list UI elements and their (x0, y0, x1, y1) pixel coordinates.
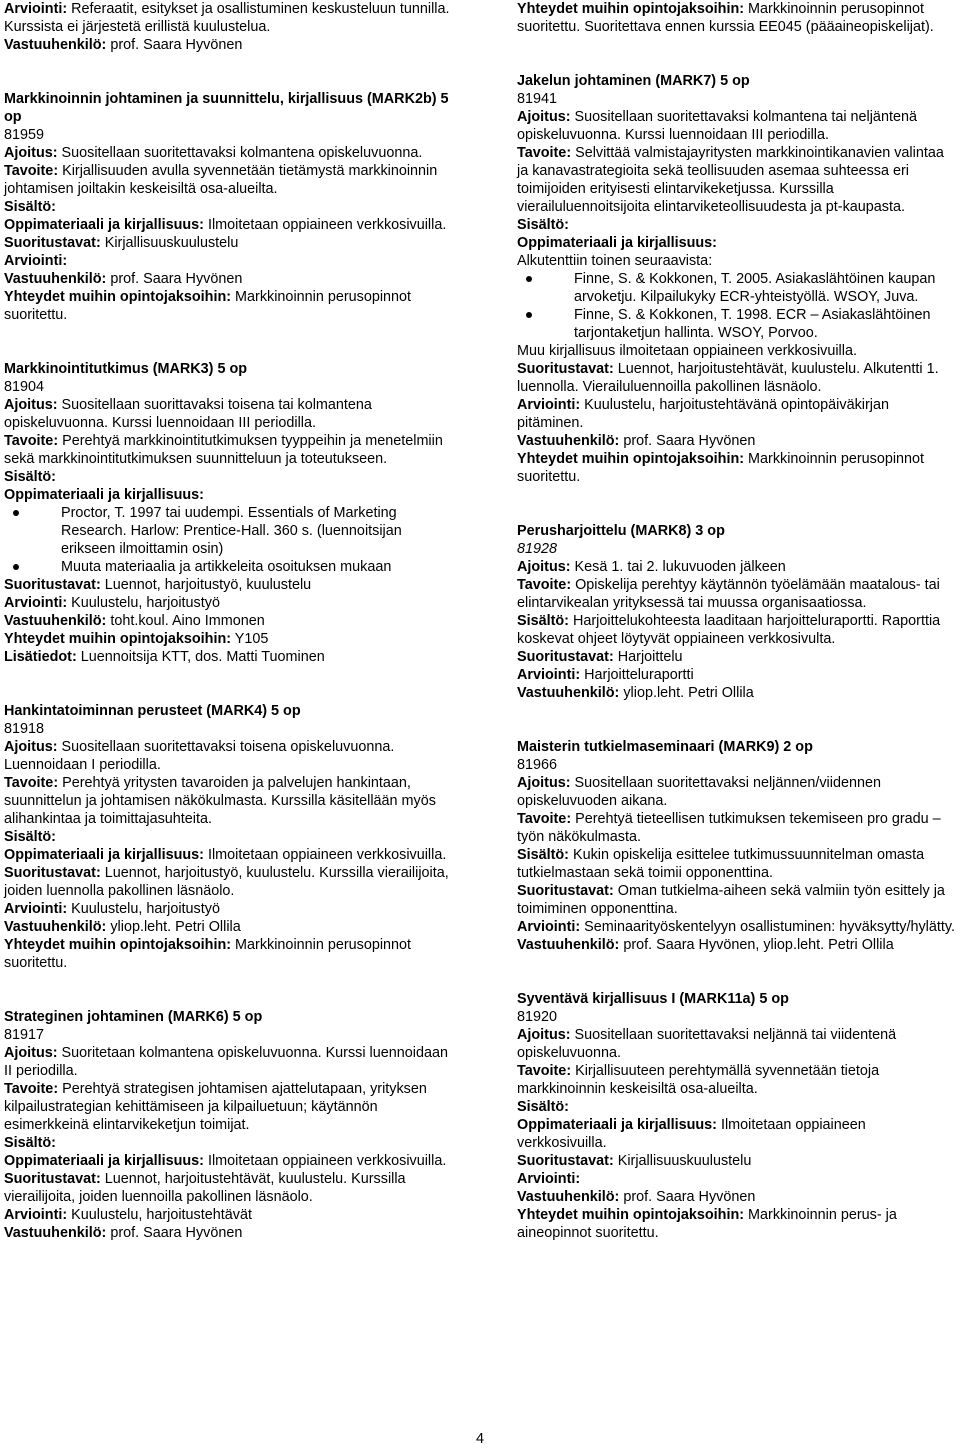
field-label: Vastuuhenkilö: (517, 433, 620, 449)
course-title: Syventävä kirjallisuus I (MARK11a) 5 op (517, 991, 789, 1007)
suoritustavat-line (4, 234, 456, 252)
course-code: 81904 (4, 379, 45, 395)
course-block (517, 990, 957, 1242)
arviointi-line (517, 396, 957, 432)
field-value: yliop.leht. Petri Ollila (106, 919, 241, 935)
field-label: Oppimateriaali ja kirjallisuus: (4, 1153, 204, 1169)
field-label: Sisältö: (517, 217, 569, 233)
course-title: Hankintatoiminnan perusteet (MARK4) 5 op (4, 703, 301, 719)
tavoite-line (517, 810, 957, 846)
list-item: Proctor, T. 1997 tai uudempi. Essentials of Marketing Research. Harlow: Prentice-Hall. 360 s. (luennoitsijan erikseen ilmoittamin osin) (4, 504, 456, 558)
field-value: Alkutenttiin toinen seuraavista: (517, 253, 713, 269)
field-label: Ajoitus: (4, 397, 58, 413)
field-value: Luennoitsija KTT, dos. Matti Tuominen (76, 649, 325, 665)
field-value: Perehtyä markkinointitutkimuksen tyyppeihin ja menetelmiin sekä markkinointitutkimuksen suunnitteluun ja toteutukseen. (4, 433, 443, 467)
course-block (4, 1008, 456, 1242)
field-value: Ilmoitetaan oppiaineen verkkosivuilla. (203, 847, 447, 863)
field-label: Sisältö: (517, 613, 569, 629)
tavoite-line (4, 1080, 456, 1134)
field-label: Yhteydet muihin opintojaksoihin: (4, 631, 232, 647)
course-block (517, 522, 957, 702)
field-value: Suositellaan suoritettavaksi toisena opiskeluvuonna. Luennoidaan I periodilla. (4, 739, 395, 773)
suoritustavat-line (517, 360, 957, 396)
arviointi-line (4, 594, 456, 612)
field-value: Suoritetaan kolmantena opiskeluvuonna. Kurssi luennoidaan II periodilla. (4, 1045, 448, 1079)
field-label: Lisätiedot: (4, 649, 77, 665)
field-value: toht.koul. Aino Immonen (106, 613, 265, 629)
vastuuhenkil-line (4, 1224, 456, 1242)
course-title: Perusharjoittelu (MARK8) 3 op (517, 523, 725, 539)
field-value: Kuulustelu, harjoitustyö (67, 901, 220, 917)
field-label: Suoritustavat: (517, 1153, 614, 1169)
field-label: Oppimateriaali ja kirjallisuus: (517, 1117, 717, 1133)
left-column (4, 0, 456, 1278)
oppimateriaali-ja-kirjallisuus-line (517, 1116, 957, 1152)
course-code: 81941 (517, 91, 558, 107)
field-label: Vastuuhenkilö: (4, 613, 107, 629)
field-value: Kirjallisuuden avulla syvennetään tietämystä markkinoinnin johtamisen joiltakin keskeisiltä osa-alueilta. (4, 163, 438, 197)
field-value: Perehtyä yritysten tavaroiden ja palvelujen hankintaan, suunnittelun ja johtamisen näkökulmasta. Kurssilla käsitellään myös alihankintaa ja toimittajasuhteita. (4, 775, 436, 827)
course-block (4, 360, 456, 666)
field-value: Y105 (231, 631, 269, 647)
field-label: Tavoite: (4, 163, 59, 179)
arviointi-line (517, 1170, 957, 1188)
literature-list (4, 504, 456, 576)
field-value: Ilmoitetaan oppiaineen verkkosivuilla. (517, 1117, 866, 1151)
field-value: Referaatit, esitykset ja osallistuminen keskusteluun tunnilla. Kurssista ei järjestetä erillistä kuulustelua. (4, 1, 450, 35)
field-label: Arviointi: (4, 901, 68, 917)
tavoite-line (517, 144, 957, 216)
tavoite-line (4, 432, 456, 468)
field-label: Tavoite: (517, 1063, 572, 1079)
course-block (517, 72, 957, 486)
field-value: Perehtyä strategisen johtamisen ajattelutapaan, yrityksen kilpailustrategian kehittämiseen ja kilpailuetuun; käytännön esimerkkeinä elintarvikeketjun toimijat. (4, 1081, 427, 1133)
field-label: Sisältö: (4, 469, 56, 485)
sis-lt-line (4, 828, 456, 846)
field-value: Markkinoinnin perus- ja aineopinnot suoritettu. (517, 1207, 897, 1241)
field-value: prof. Saara Hyvönen (106, 37, 243, 53)
sis-lt-line (517, 612, 957, 648)
field-label: Arviointi: (517, 667, 581, 683)
arviointi-line (4, 0, 456, 36)
field-value: Kuulustelu, harjoitustehtävänä opintopäiväkirjan pitäminen. (517, 397, 889, 431)
field-label: Arviointi: (4, 253, 68, 269)
literature-list (517, 270, 957, 342)
field-label: Suoritustavat: (517, 361, 614, 377)
tavoite-line (4, 162, 456, 198)
course-code: 81917 (4, 1027, 45, 1043)
field-label: Vastuuhenkilö: (4, 271, 107, 287)
field-value: Suositellaan suorittavaksi toisena tai kolmantena opiskeluvuonna. Kurssi luennoidaan III periodilla. (4, 397, 372, 431)
oppimateriaali-ja-kirjallisuus-line (4, 486, 456, 504)
field-label: Vastuuhenkilö: (4, 919, 107, 935)
field-value: Kukin opiskelija esittelee tutkimussuunnitelman omasta tutkielmastaan sekä toimii opponenttina. (517, 847, 925, 881)
field-label: Suoritustavat: (4, 1171, 101, 1187)
field-label: Yhteydet muihin opintojaksoihin: (517, 1, 745, 17)
field-value: Kirjallisuuskuulustelu (100, 235, 239, 251)
suoritustavat-line (517, 882, 957, 918)
field-label: Vastuuhenkilö: (4, 1225, 107, 1241)
course-title: Markkinointitutkimus (MARK3) 5 op (4, 361, 248, 377)
field-label: Arviointi: (517, 919, 581, 935)
field-label: Suoritustavat: (517, 649, 614, 665)
field-value: Ilmoitetaan oppiaineen verkkosivuilla. (203, 217, 447, 233)
yhteydet-muihin-opintojaksoihin-line (517, 1206, 957, 1242)
field-label: Arviointi: (4, 1207, 68, 1223)
field-value: Kirjallisuuteen perehtymällä syvennetään tietoja markkinoinnin keskeisiltä osa-alueilta. (517, 1063, 880, 1097)
vastuuhenkil-line (517, 432, 957, 450)
field-label: Tavoite: (4, 1081, 59, 1097)
sis-lt-line (517, 846, 957, 882)
field-value: Luennot, harjoitustehtävät, kuulustelu. Alkutentti 1. luennolla. Vierailuluennoilla pakollinen läsnäolo. (517, 361, 939, 395)
arviointi-line (4, 900, 456, 918)
suoritustavat-line (517, 648, 957, 666)
oppimateriaali-ja-kirjallisuus-line (4, 216, 456, 234)
field-value: Seminaarityöskentelyyn osallistuminen: hyväksytty/hylätty. (580, 919, 956, 935)
sis-lt-line (4, 198, 456, 216)
ajoitus-line (517, 1026, 957, 1062)
field-label: Yhteydet muihin opintojaksoihin: (517, 451, 745, 467)
yhteydet-muihin-opintojaksoihin-line (517, 0, 957, 36)
yhteydet-muihin-opintojaksoihin-line (4, 936, 456, 972)
course-code: 81928 (517, 541, 558, 557)
field-value: Kirjallisuuskuulustelu (613, 1153, 752, 1169)
field-label: Yhteydet muihin opintojaksoihin: (4, 937, 232, 953)
field-label: Ajoitus: (517, 559, 571, 575)
field-label: Ajoitus: (4, 145, 58, 161)
vastuuhenkil-line (4, 270, 456, 288)
page-number: 4 (475, 1431, 484, 1447)
yhteydet-muihin-opintojaksoihin-line (4, 630, 456, 648)
tavoite-line (4, 774, 456, 828)
field-value: Markkinoinnin perusopinnot suoritettu. (4, 289, 412, 323)
sis-lt-line (517, 1098, 957, 1116)
field-label: Sisältö: (517, 1099, 569, 1115)
ajoitus-line (4, 738, 456, 774)
field-value: Suositellaan suoritettavaksi neljännä tai viidentenä opiskeluvuonna. (517, 1027, 897, 1061)
tavoite-line (517, 1062, 957, 1098)
yhteydet-muihin-opintojaksoihin-line (517, 450, 957, 486)
field-label: Ajoitus: (4, 1045, 58, 1061)
field-label: Ajoitus: (4, 739, 58, 755)
field-value: Kesä 1. tai 2. lukuvuoden jälkeen (570, 559, 786, 575)
course-code: 81959 (4, 127, 45, 143)
field-label: Suoritustavat: (4, 235, 101, 251)
field-value: Luennot, harjoitustehtävät, kuulustelu. Kurssilla vierailijoita, joiden luennoilla pakollinen läsnäolo. (4, 1171, 406, 1205)
arviointi-line (517, 666, 957, 684)
course-block (4, 90, 456, 324)
vastuuhenkil-line (4, 612, 456, 630)
field-label: Arviointi: (4, 595, 68, 611)
course-title: Markkinoinnin johtaminen ja suunnittelu, kirjallisuus (MARK2b) 5 op (4, 91, 449, 125)
field-value: Ilmoitetaan oppiaineen verkkosivuilla. (203, 1153, 447, 1169)
arviointi-line (4, 1206, 456, 1224)
field-value: Harjoittelu (613, 649, 683, 665)
field-value: Markkinoinnin perusopinnot suoritettu. (4, 937, 412, 971)
field-value: Opiskelija perehtyy käytännön työelämään maatalous- tai elintarvikealan yrityksessä tai muussa organisaatiossa. (517, 577, 940, 611)
field-label: Sisältö: (4, 199, 56, 215)
ajoitus-line (4, 1044, 456, 1080)
course-block (517, 0, 957, 36)
field-label: Ajoitus: (517, 775, 571, 791)
course-title: Jakelun johtaminen (MARK7) 5 op (517, 73, 750, 89)
ajoitus-line (517, 108, 957, 144)
field-label: Sisältö: (4, 829, 56, 845)
vastuuhenkil-line (517, 684, 957, 702)
field-label: Suoritustavat: (4, 577, 101, 593)
field-label: Tavoite: (517, 811, 572, 827)
field-value: Kuulustelu, harjoitustyö (67, 595, 220, 611)
field-value: Suositellaan suoritettavaksi kolmantena tai neljäntenä opiskeluvuonna. Kurssi luennoidaan III periodilla. (517, 109, 917, 143)
field-label: Arviointi: (4, 1, 68, 17)
suoritustavat-line (517, 1152, 957, 1170)
field-value: Luennot, harjoitustyö, kuulustelu (100, 577, 312, 593)
field-label: Yhteydet muihin opintojaksoihin: (4, 289, 232, 305)
field-label: Vastuuhenkilö: (517, 685, 620, 701)
field-value: prof. Saara Hyvönen (619, 433, 756, 449)
field-value: Kuulustelu, harjoitustehtävät (67, 1207, 252, 1223)
right-column (517, 0, 957, 1278)
field-label: Sisältö: (517, 847, 569, 863)
oppimateriaali-ja-kirjallisuus-line (4, 846, 456, 864)
field-value: prof. Saara Hyvönen, yliop.leht. Petri Ollila (619, 937, 894, 953)
field-value: Muu kirjallisuus ilmoitetaan oppiaineen verkkosivuilla. (517, 343, 857, 359)
field-value: Markkinoinnin perusopinnot suoritettu. Suoritettava ennen kurssia EE045 (pääaineopiskelijat). (517, 1, 934, 35)
course-block (517, 738, 957, 954)
field-value: Harjoittelukohteesta laaditaan harjoitteluraportti. Raporttia koskevat ohjeet löytyvät oppiaineen verkkosivulta. (517, 613, 941, 647)
suoritustavat-line (4, 576, 456, 594)
list-item: Finne, S. & Kokkonen, T. 2005. Asiakaslähtöinen kaupan arvoketju. Kilpailukyky ECR-yhteistyöllä. WSOY, Juva. (517, 270, 957, 306)
field-label: Oppimateriaali ja kirjallisuus: (4, 217, 204, 233)
field-label: Yhteydet muihin opintojaksoihin: (517, 1207, 745, 1223)
field-label: Arviointi: (517, 397, 581, 413)
field-label: Tavoite: (4, 775, 59, 791)
text-line (517, 252, 957, 270)
field-label: Ajoitus: (517, 1027, 571, 1043)
field-label: Tavoite: (4, 433, 59, 449)
ajoitus-line (4, 396, 456, 432)
field-value: Markkinoinnin perusopinnot suoritettu. (517, 451, 925, 485)
field-value: prof. Saara Hyvönen (106, 271, 243, 287)
field-label: Vastuuhenkilö: (517, 1189, 620, 1205)
field-value: yliop.leht. Petri Ollila (619, 685, 754, 701)
field-label: Oppimateriaali ja kirjallisuus: (4, 487, 204, 503)
field-label: Vastuuhenkilö: (517, 937, 620, 953)
course-code: 81918 (4, 721, 45, 737)
field-value: Selvittää valmistajayritysten markkinointikanavien valintaa ja kanavastrategioita sekä teollisuuden asemaa suhteessa eri toimijoiden erityisesti elintarvikeketjussa. Kurssilla vierailuluennoitsijoita elintarviketeollisuudesta ja pt-kaupasta. (517, 145, 944, 215)
field-label: Sisältö: (4, 1135, 56, 1151)
oppimateriaali-ja-kirjallisuus-line (4, 1152, 456, 1170)
vastuuhenkil-line (517, 1188, 957, 1206)
field-label: Arviointi: (517, 1171, 581, 1187)
field-value: Luennot, harjoitustyö, kuulustelu. Kurssilla vierailijoita, joiden luennolla pakollinen läsnäolo. (4, 865, 449, 899)
text-line (517, 342, 957, 360)
arviointi-line (517, 918, 957, 936)
suoritustavat-line (4, 1170, 456, 1206)
vastuuhenkil-line (4, 918, 456, 936)
vastuuhenkil-line (4, 36, 456, 54)
list-item: Muuta materiaalia ja artikkeleita osoituksen mukaan (4, 558, 456, 576)
field-label: Tavoite: (517, 145, 572, 161)
course-title: Strateginen johtaminen (MARK6) 5 op (4, 1009, 263, 1025)
field-value: Perehtyä tieteellisen tutkimuksen tekemiseen pro gradu –työn näkökulmasta. (517, 811, 941, 845)
field-value: Oman tutkielma-aiheen sekä valmiin työn esittely ja toimiminen opponenttina. (517, 883, 945, 917)
vastuuhenkil-line (517, 936, 957, 954)
field-label: Suoritustavat: (517, 883, 614, 899)
field-value: Harjoitteluraportti (580, 667, 694, 683)
field-value: prof. Saara Hyvönen (619, 1189, 756, 1205)
sis-lt-line (4, 468, 456, 486)
field-label: Oppimateriaali ja kirjallisuus: (517, 235, 717, 251)
ajoitus-line (4, 144, 456, 162)
ajoitus-line (517, 558, 957, 576)
course-title: Maisterin tutkielmaseminaari (MARK9) 2 op (517, 739, 813, 755)
field-label: Tavoite: (517, 577, 572, 593)
course-code: 81920 (517, 1009, 558, 1025)
field-label: Oppimateriaali ja kirjallisuus: (4, 847, 204, 863)
field-label: Ajoitus: (517, 109, 571, 125)
suoritustavat-line (4, 864, 456, 900)
field-value: prof. Saara Hyvönen (106, 1225, 243, 1241)
field-value: Suositellaan suoritettavaksi kolmantena opiskeluvuonna. (57, 145, 423, 161)
course-block (4, 0, 456, 54)
arviointi-line (4, 252, 456, 270)
field-label: Vastuuhenkilö: (4, 37, 107, 53)
ajoitus-line (517, 774, 957, 810)
field-label: Suoritustavat: (4, 865, 101, 881)
yhteydet-muihin-opintojaksoihin-line (4, 288, 456, 324)
lis-tiedot-line (4, 648, 456, 666)
course-block (4, 702, 456, 972)
sis-lt-line (517, 216, 957, 234)
oppimateriaali-ja-kirjallisuus-line (517, 234, 957, 252)
list-item: Finne, S. & Kokkonen, T. 1998. ECR – Asiakaslähtöinen tarjontaketjun hallinta. WSOY, Porvoo. (517, 306, 957, 342)
course-code: 81966 (517, 757, 558, 773)
field-value: Suositellaan suoritettavaksi neljännen/viidennen opiskeluvuoden aikana. (517, 775, 881, 809)
tavoite-line (517, 576, 957, 612)
sis-lt-line (4, 1134, 456, 1152)
